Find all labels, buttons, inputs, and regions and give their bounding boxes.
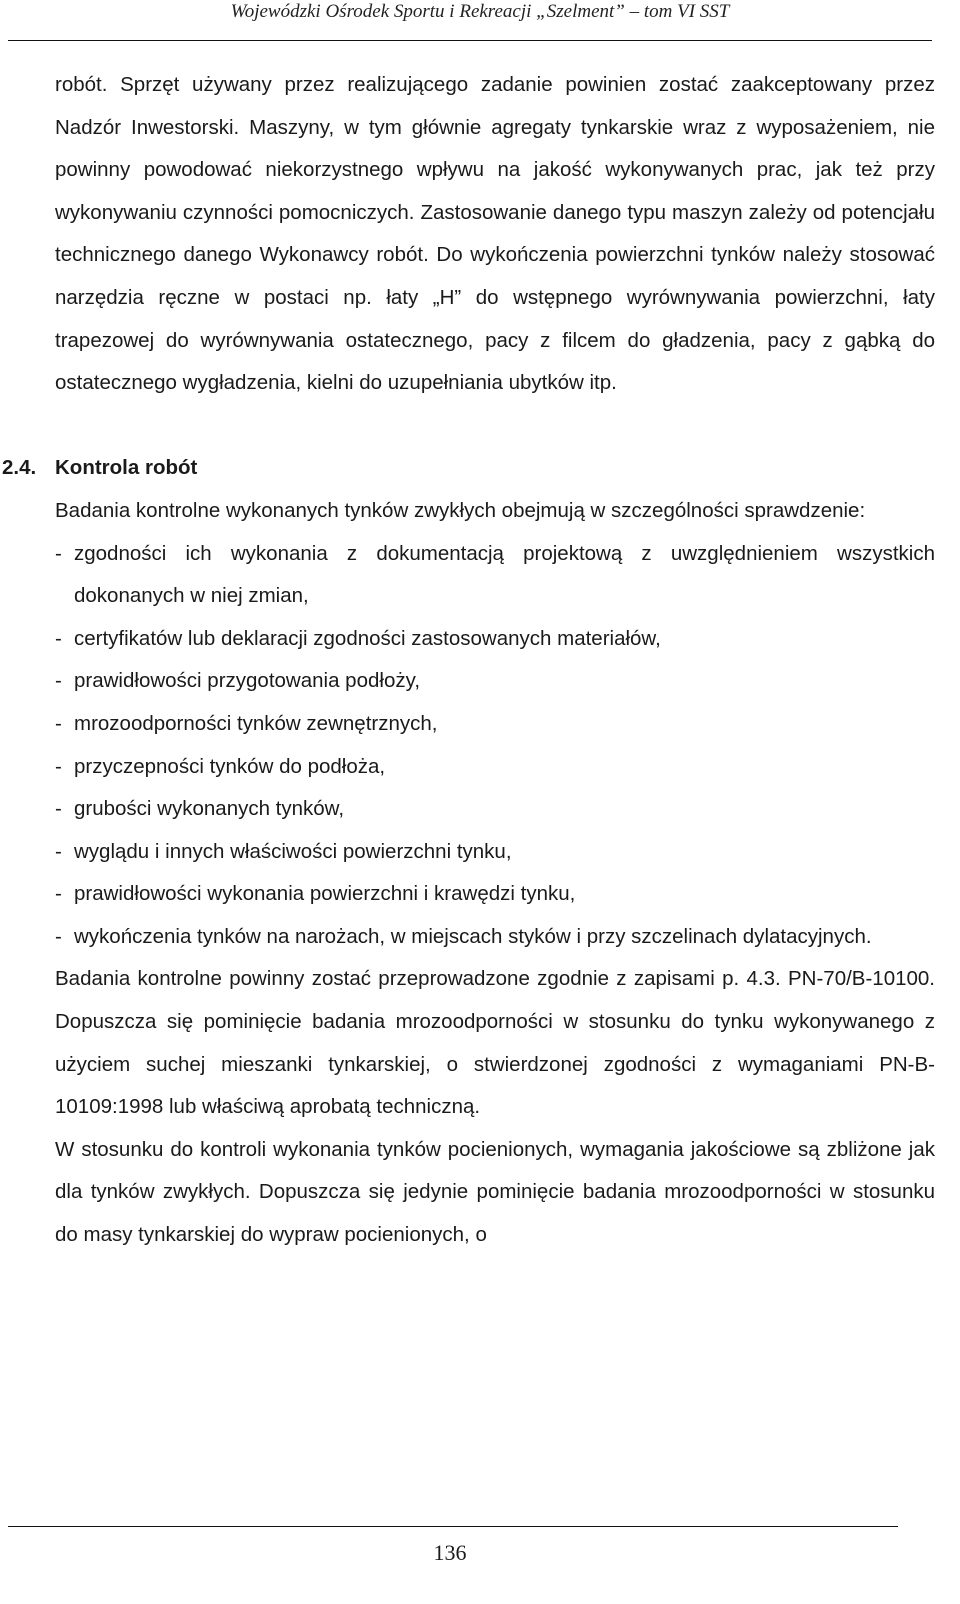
list-intro-paragraph: Badania kontrolne wykonanych tynków zwykłych obejmują w szczególności sprawdzenie: bbox=[55, 498, 866, 522]
section-heading bbox=[2, 447, 935, 490]
list-item: - wykończenia tynków na narożach, w miejscach styków i przy szczelinach dylatacyjnych. bbox=[55, 924, 872, 948]
list-item: - prawidłowości przygotowania podłoży, bbox=[55, 669, 421, 693]
list-item: - certyfikatów lub deklaracji zgodności zastosowanych materiałów, bbox=[55, 626, 661, 650]
list-item: - mrozoodporności tynków zewnętrznych, bbox=[55, 711, 438, 735]
intro-paragraph: robót. Sprzęt używany przez realizującego zadanie powinien zostać zaakceptowany przez Nadzór Inwestorski. Maszyny, w tym głównie agregaty tynkarskie wraz z wyposażeniem, nie powinny powodować niekorzystnego wpływu na jakość wykonywanych prac, jak też przy wykonywaniu czynności pomocniczych. Zastosowanie danego typu maszyn zależy od potencjału technicznego danego Wykonawcy robót. Do wykończenia powierzchni tynków należy stosować narzędzia ręczne w postaci np. łaty „H” do wstępnego wyrównywania powierzchni, łaty trapezowej do wyrównywania ostatecznego, pacy z filcem do gładzenia, pacy z gąbką do ostatecznego wygładzenia, kielni do uzupełniania ubytków itp. bbox=[55, 73, 935, 395]
list-item: - grubości wykonanych tynków, bbox=[55, 797, 345, 821]
checks-list bbox=[55, 533, 935, 959]
footer-divider bbox=[8, 1526, 898, 1527]
list-item: - wyglądu i innych właściwości powierzchni tynku, bbox=[55, 839, 512, 863]
thin-plaster-paragraph: W stosunku do kontroli wykonania tynków pocienionych, wymagania jakościowe są zbliżone jak dla tynków zwykłych. Dopuszcza się jedynie pominięcie badania mrozoodporności w stosunku do masy tynkarskiej do wypraw pocienionych, o bbox=[55, 1137, 935, 1247]
control-paragraph: Badania kontrolne powinny zostać przeprowadzone zgodnie z zapisami p. 4.3. PN-70/B-10100. Dopuszcza się pominięcie badania mrozoodporności w stosunku do tynku wykonywanego z użyciem suchej mieszanki tynkarskiej, o stwierdzonej zgodności z wymaganiami PN-B-10109:1998 lub właściwą aprobatą techniczną. bbox=[55, 967, 935, 1119]
list-item: - zgodności ich wykonania z dokumentacją projektową z uwzględnieniem wszystkich dokonanych w niej zmian, bbox=[55, 541, 935, 608]
section-title: Kontrola robót bbox=[55, 456, 198, 480]
section-number: 2.4. bbox=[2, 456, 37, 480]
document-body bbox=[2, 64, 935, 1257]
list-item: - prawidłowości wykonania powierzchni i krawędzi tynku, bbox=[55, 882, 576, 906]
list-item: - przyczepności tynków do podłoża, bbox=[55, 754, 386, 778]
running-header: Wojewódzki Ośrodek Sportu i Rekreacji „Szelment” – tom VI SST bbox=[230, 1, 730, 22]
paragraph-spacer bbox=[55, 405, 935, 448]
page-number: 136 bbox=[433, 1540, 467, 1565]
header-divider bbox=[8, 40, 932, 41]
